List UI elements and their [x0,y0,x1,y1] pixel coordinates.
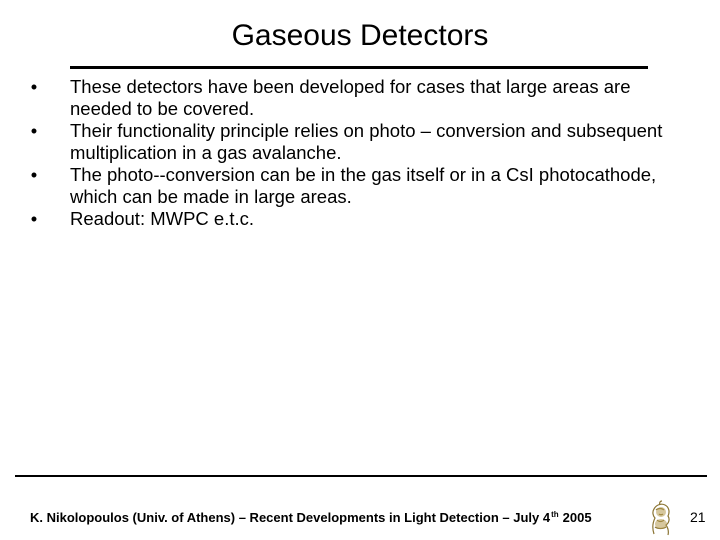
bullet-text: Their functionality principle relies on photo – conversion and subsequent multiplication in a gas avalanche. [70,120,663,163]
bullet-item [27,76,697,120]
footer-credit [30,509,592,527]
bullet-text: The photo--conversion can be in the gas itself or in a CsI photocathode, which can be made in large areas. [70,164,657,207]
footer-credit-main: K. Nikolopoulos (Univ. of Athens) – Recent Developments in Light Detection – July 4 [30,510,551,525]
title-underline [70,66,648,69]
athena-head-logo-icon [644,500,676,538]
footer-credit-superscript: th [551,510,559,519]
bullet-item [27,120,697,164]
bullet-marker: • [30,76,38,97]
bullet-marker: • [30,120,38,141]
bullet-marker: • [30,164,38,185]
bullet-text: Readout: MWPC e.t.c. [70,208,255,229]
bullet-item [27,208,697,230]
bullet-list [27,76,697,230]
footer-divider [15,475,707,477]
page-number: 21 [690,509,706,525]
slide-title: Gaseous Detectors [231,19,489,52]
bullet-item [27,164,697,208]
bullet-text: These detectors have been developed for cases that large areas are needed to be covered. [70,76,631,119]
bullet-marker: • [30,208,38,229]
footer-credit-year: 2005 [562,510,592,525]
